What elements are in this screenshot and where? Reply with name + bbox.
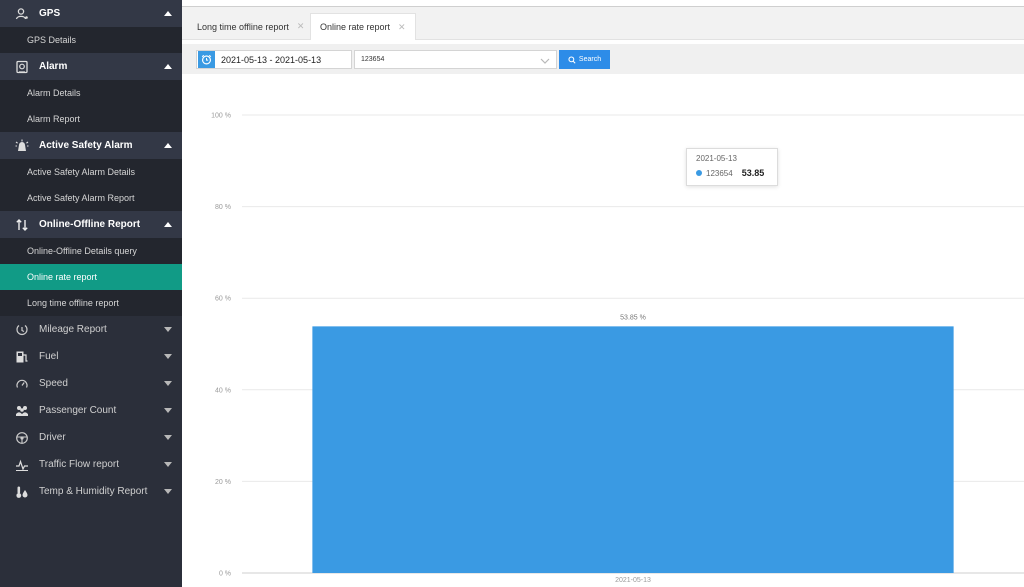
search-button-label: Search: [578, 56, 602, 63]
series-dot-icon: [696, 170, 702, 176]
sidebar-group-label: Online-Offline Report: [39, 219, 141, 230]
sidebar-item-gps-details[interactable]: GPS Details: [0, 27, 182, 53]
chevron-down-icon: [540, 51, 550, 69]
sidebar-group-mileage-report[interactable]: [0, 316, 182, 343]
tab-label: Online rate report: [320, 22, 391, 32]
tooltip-date: 2021-05-13: [696, 154, 737, 163]
sidebar-group-active-safety-alarm[interactable]: [0, 132, 182, 159]
vehicle-select-value: 123654: [361, 56, 385, 63]
sidebar-group-speed[interactable]: [0, 370, 182, 397]
caret-up-icon: [164, 222, 172, 227]
sidebar-group-label: Passenger Count: [39, 405, 117, 416]
tab-label: Long time offline report: [197, 21, 289, 32]
sidebar-group-label: Traffic Flow report: [39, 459, 120, 470]
sidebar-group-alarm[interactable]: [0, 53, 182, 80]
caret-down-icon: [164, 408, 172, 413]
sidebar-item-long-time-offline-report[interactable]: Long time offline report: [0, 290, 182, 316]
mileage-icon: [14, 322, 30, 338]
search-button[interactable]: [559, 50, 610, 69]
sidebar-item-online-offline-details-query[interactable]: Online-Offline Details query: [0, 238, 182, 264]
bar: [312, 326, 953, 573]
caret-up-icon: [164, 143, 172, 148]
temp-humidity-icon: [14, 484, 30, 500]
close-icon[interactable]: ✕: [296, 21, 305, 31]
sidebar-group-passenger-count[interactable]: [0, 397, 182, 424]
sidebar-group-label: Speed: [39, 378, 68, 389]
bar-data-label: 53.85 %: [620, 314, 646, 322]
sidebar-nav: [0, 0, 182, 587]
sidebar-group-online-offline-report[interactable]: [0, 211, 182, 238]
up-down-arrows-icon: [14, 217, 30, 233]
caret-down-icon: [164, 381, 172, 386]
tab-long-time-offline-report[interactable]: [188, 13, 313, 40]
caret-down-icon: [164, 327, 172, 332]
search-icon: [568, 56, 576, 64]
sidebar-group-label: Alarm: [39, 61, 68, 72]
sidebar-group-label: Mileage Report: [39, 324, 107, 335]
tooltip-row: [696, 168, 768, 178]
sidebar-group-gps[interactable]: [0, 0, 182, 27]
sidebar-item-online-rate-report[interactable]: Online rate report: [0, 264, 182, 290]
date-range-value: 2021-05-13 - 2021-05-13: [221, 54, 322, 65]
x-tick-label: 2021-05-13: [615, 577, 651, 584]
y-tick-label: 20 %: [215, 478, 231, 486]
sidebar-item-alarm-details[interactable]: Alarm Details: [0, 80, 182, 106]
driver-icon: [14, 430, 30, 446]
sidebar-group-temp-humidity-report[interactable]: [0, 478, 182, 505]
caret-down-icon: [164, 354, 172, 359]
passenger-icon: [14, 403, 30, 419]
y-tick-label: 60 %: [215, 295, 231, 303]
main-panel: [182, 0, 1024, 587]
tooltip-series-name: 123654: [706, 168, 733, 178]
tab-online-rate-report[interactable]: [310, 13, 416, 40]
caret-down-icon: [164, 489, 172, 494]
sidebar-item-active-safety-alarm-details[interactable]: Active Safety Alarm Details: [0, 159, 182, 185]
caret-down-icon: [164, 462, 172, 467]
y-tick-label: 0 %: [218, 570, 231, 578]
filter-toolbar: [182, 44, 1024, 74]
close-icon[interactable]: ✕: [398, 21, 406, 32]
y-tick-label: 80 %: [215, 204, 231, 212]
sidebar-item-active-safety-alarm-report[interactable]: Active Safety Alarm Report: [0, 185, 182, 211]
caret-up-icon: [164, 11, 172, 16]
online-rate-bar-chart: [182, 76, 1024, 587]
sidebar-group-label: Fuel: [39, 351, 59, 362]
sidebar-group-driver[interactable]: [0, 424, 182, 451]
chart-tooltip: [686, 148, 778, 186]
alarm-clock-icon: [198, 51, 215, 68]
tooltip-value: 53.85: [741, 168, 765, 178]
sidebar-group-fuel[interactable]: [0, 343, 182, 370]
traffic-flow-icon: [14, 457, 30, 473]
sidebar-group-traffic-flow-report[interactable]: [0, 451, 182, 478]
date-range-picker[interactable]: [196, 50, 352, 69]
sidebar-group-label: Active Safety Alarm: [39, 140, 133, 151]
y-tick-label: 100 %: [211, 112, 231, 120]
sidebar-group-label: Temp & Humidity Report: [39, 486, 148, 497]
sidebar-group-label: GPS: [39, 8, 61, 19]
caret-up-icon: [164, 64, 172, 69]
alarm-icon: [14, 59, 30, 75]
sidebar-group-label: Driver: [39, 432, 66, 443]
vehicle-select[interactable]: [354, 50, 557, 69]
caret-down-icon: [164, 435, 172, 440]
fuel-icon: [14, 349, 30, 365]
sidebar-item-alarm-report[interactable]: Alarm Report: [0, 106, 182, 132]
gps-user-icon: [14, 6, 30, 22]
y-tick-label: 40 %: [215, 387, 231, 395]
speed-icon: [14, 376, 30, 392]
safety-alarm-icon: [14, 138, 30, 154]
tab-bar: [182, 7, 1024, 40]
